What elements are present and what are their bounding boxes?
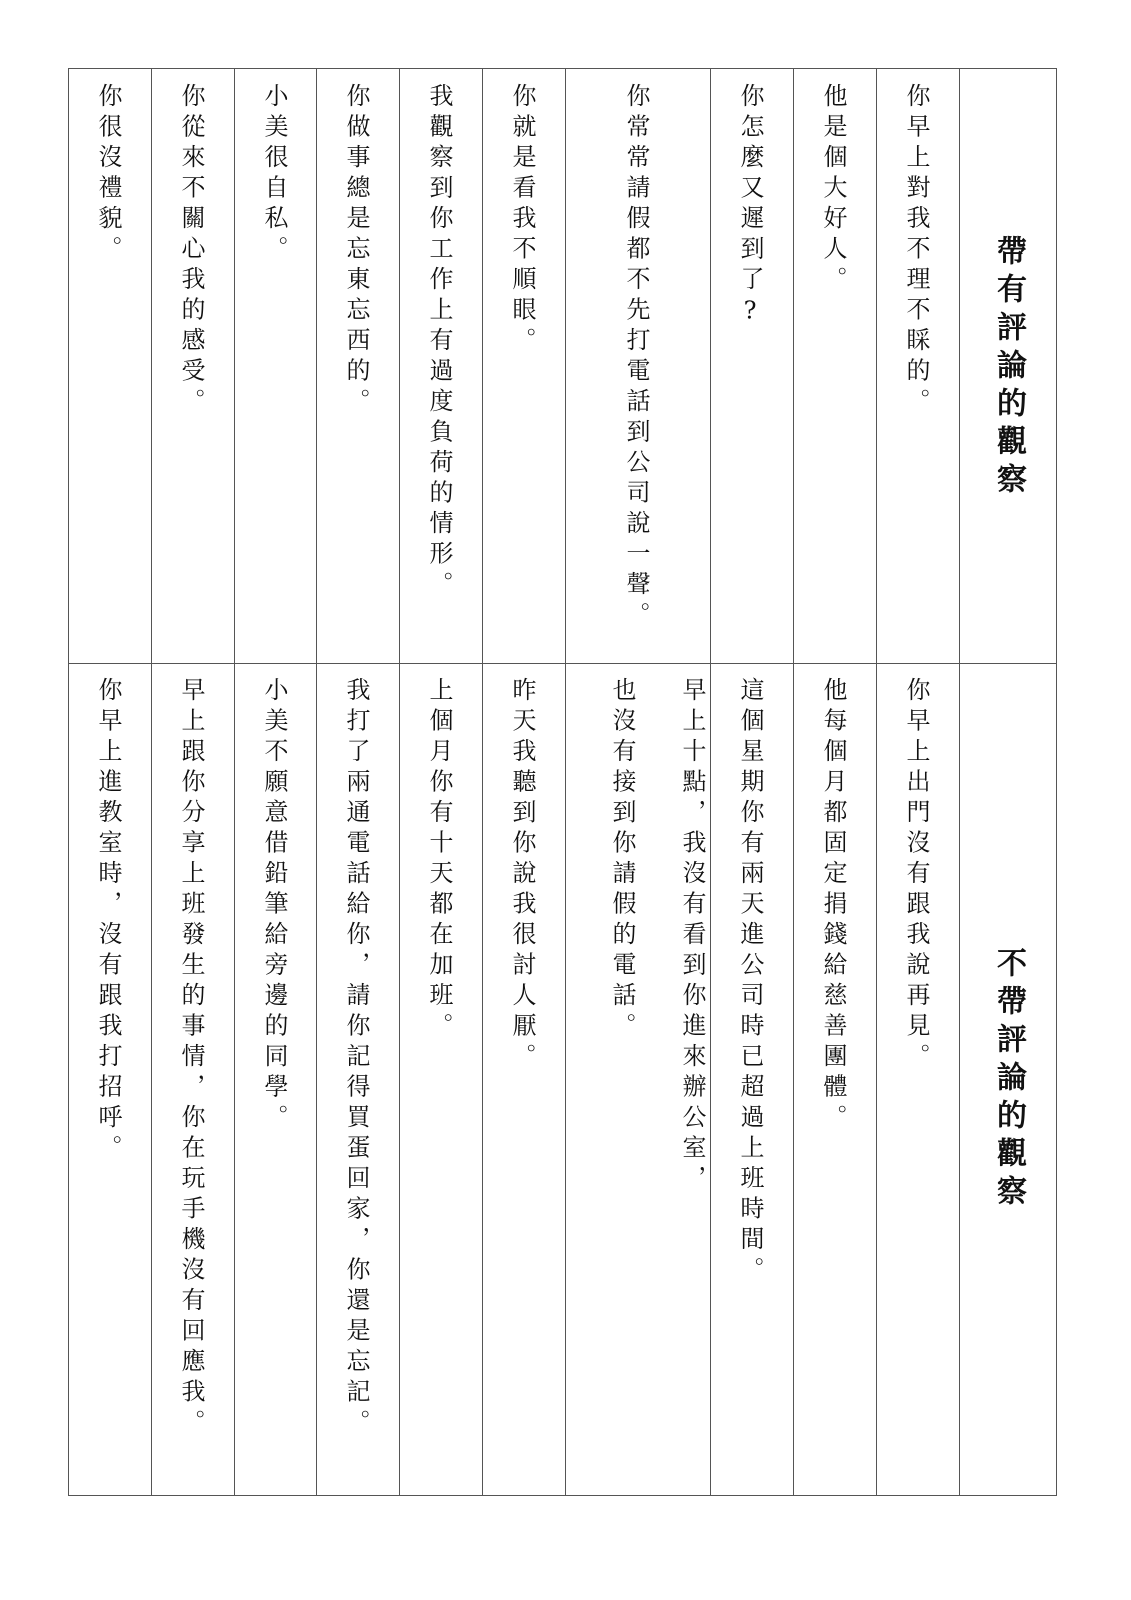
non-evaluative-cell: [316, 663, 399, 1497]
non-evaluative-statement: 他每個月都固定捐錢給慈善團體。: [819, 677, 847, 1135]
non-evaluative-statement: 昨天我聽到你說我很討人厭。: [508, 677, 536, 1074]
non-evaluative-statement: 早上十點，我沒有看到你進來辦公室， 也沒有接到你請假的電話。: [608, 677, 706, 1196]
non-evaluative-cell: [399, 663, 482, 1497]
evaluative-cell: [710, 69, 793, 663]
evaluative-cell: [234, 69, 316, 663]
evaluative-statement: 小美很自私。: [260, 83, 288, 266]
evaluative-cell: [399, 69, 482, 663]
evaluative-cell: [151, 69, 234, 663]
evaluative-cell: [69, 69, 151, 663]
non-evaluative-statement: 這個星期你有兩天進公司時已超過上班時間。: [736, 677, 764, 1287]
non-evaluative-statement: 早上跟你分享上班發生的事情，你在玩手機沒有回應我。: [177, 677, 205, 1440]
non-evaluative-statement: 上個月你有十天都在加班。: [425, 677, 453, 1043]
header-non-evaluative: 不帶評論的觀察: [991, 947, 1026, 1213]
evaluative-statement: 他是個大好人。: [819, 83, 847, 297]
non-evaluative-cell: [234, 663, 316, 1497]
evaluative-statement: 你就是看我不順眼。: [508, 83, 536, 358]
non-evaluative-statement: 小美不願意借鉛筆給旁邊的同學。: [260, 677, 288, 1135]
evaluative-statement: 我觀察到你工作上有過度負荷的情形。: [425, 83, 453, 602]
non-evaluative-statement: 你早上進教室時，沒有跟我打招呼。: [94, 677, 122, 1165]
evaluative-cell: [876, 69, 959, 663]
evaluative-statement: 你常常請假都不先打電話到公司說一聲。: [622, 83, 650, 632]
evaluative-cell: [316, 69, 399, 663]
evaluative-cell: [482, 69, 565, 663]
non-evaluative-cell: [793, 663, 876, 1497]
non-evaluative-cell: [151, 663, 234, 1497]
evaluative-cell: [793, 69, 876, 663]
header-cell-non-evaluative: [959, 663, 1058, 1497]
non-evaluative-statement: 你早上出門沒有跟我說再見。: [902, 677, 930, 1074]
evaluative-statement: 你做事總是忘東忘西的。: [342, 83, 370, 419]
evaluative-statement: 你早上對我不理不睬的。: [902, 83, 930, 419]
non-evaluative-cell: [69, 663, 151, 1497]
evaluative-statement: 你怎麼又遲到了?: [736, 83, 764, 331]
non-evaluative-cell: [482, 663, 565, 1497]
observation-table: [68, 68, 1057, 1496]
evaluative-statement: 你從來不關心我的感受。: [177, 83, 205, 419]
header-cell-evaluative: [959, 69, 1058, 663]
non-evaluative-statement: 我打了兩通電話給你，請你記得買蛋回家，你還是忘記。: [342, 677, 370, 1440]
evaluative-statement: 你很沒禮貌。: [94, 83, 122, 266]
non-evaluative-cell: [565, 663, 710, 1497]
header-evaluative: 帶有評論的觀察: [991, 235, 1026, 501]
non-evaluative-cell: [876, 663, 959, 1497]
evaluative-cell: [565, 69, 710, 663]
